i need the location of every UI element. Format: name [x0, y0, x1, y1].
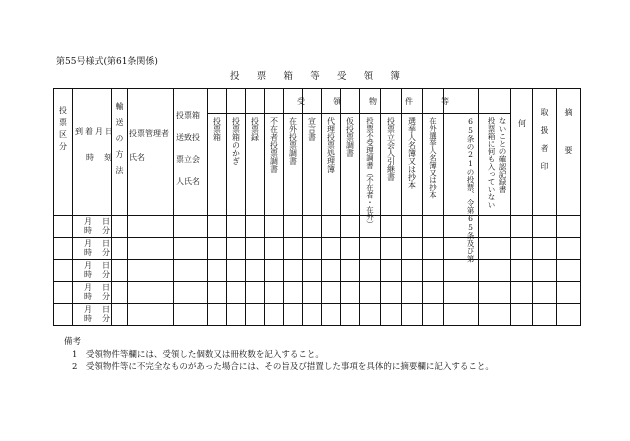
time-line: [84, 283, 110, 292]
header-remarks: [556, 88, 580, 215]
month-label: 月: [84, 217, 92, 226]
header-item: [478, 113, 510, 215]
table-rule: [53, 303, 580, 304]
title-char: 領: [363, 71, 374, 82]
header-ticket-district: [53, 88, 72, 215]
table-row-time: [72, 237, 111, 259]
header-text: 投票箱: [176, 111, 200, 120]
header-text: 仮投票調書: [345, 117, 355, 157]
hour-label: 時: [84, 314, 92, 323]
title-char: 投: [230, 71, 240, 82]
header-text: 投票箱: [212, 117, 222, 141]
header-handler-seal: [532, 88, 556, 215]
header-text: 在外投票調書: [288, 117, 298, 165]
notes: [64, 336, 494, 374]
time-line: [84, 226, 110, 235]
day-label: 日: [102, 283, 110, 292]
header-item: [380, 113, 401, 215]
time-line: [84, 248, 110, 257]
header-item: [443, 113, 478, 263]
header-transport: [111, 88, 127, 215]
time-line: [84, 305, 110, 314]
header-item: [245, 113, 264, 215]
table-row-time: [72, 303, 111, 325]
header-text: 到着月日: [75, 127, 115, 136]
header-text: ないことの確認記録書: [498, 117, 507, 193]
header-text: 選挙人名簿又は抄本: [407, 117, 417, 189]
header-text: 投票管理者: [129, 129, 169, 138]
header-text: 代理投票処理簿: [326, 117, 336, 173]
time-line: [84, 314, 110, 323]
hour-label: 時: [84, 248, 92, 257]
table-row-time: [72, 259, 111, 281]
title-char: 箱: [283, 71, 293, 82]
day-label: 日: [102, 261, 110, 270]
header-text: 在外選挙人名簿又は抄本: [428, 117, 438, 199]
header-text: 宣言書: [307, 117, 317, 141]
header-text: 摘要: [564, 108, 573, 184]
header-text: 投票立会人引継書: [386, 117, 396, 181]
header-item: [340, 113, 359, 215]
table-row-time: [72, 215, 111, 237]
header-item: [264, 113, 283, 215]
hour-label: 時: [84, 226, 92, 235]
header-extra: [510, 88, 532, 215]
header-item: [359, 113, 380, 228]
table-rule: [53, 237, 580, 238]
minute-label: 分: [102, 226, 110, 235]
header-text: 65条の21の投票、令第65条及び第: [466, 117, 475, 263]
time-line: [84, 261, 110, 270]
header-text: 取扱者印: [540, 108, 549, 180]
header-text: 氏名: [129, 153, 145, 162]
minute-label: 分: [102, 270, 110, 279]
month-label: 月: [84, 261, 92, 270]
hour-label: 時: [84, 270, 92, 279]
table-rule: [53, 281, 580, 282]
table-rule: [53, 259, 580, 260]
time-line: [84, 217, 110, 226]
header-item: [321, 113, 340, 215]
table-rule: [580, 88, 581, 326]
header-text: 輸送の方法: [115, 102, 124, 182]
day-label: 日: [102, 239, 110, 248]
header-text: 送致投: [176, 133, 200, 142]
header-text: 投票区分: [58, 106, 68, 154]
month-label: 月: [84, 283, 92, 292]
time-line: [84, 239, 110, 248]
note-item: 1 受領物件等欄には、受領した個数又は冊枚数を記入すること。: [72, 349, 324, 360]
table-rule: [53, 215, 580, 216]
title-char: 簿: [390, 71, 400, 82]
header-text: 受領物件等: [297, 97, 477, 106]
table-rule: [53, 325, 580, 326]
title-char: 受: [336, 71, 347, 82]
page-title: [230, 68, 400, 82]
title-char: 票: [256, 71, 267, 82]
minute-label: 分: [102, 248, 110, 257]
day-label: 日: [102, 305, 110, 314]
time-line: [84, 270, 110, 279]
table-row-time: [72, 281, 111, 303]
header-text: 人氏名: [176, 177, 200, 186]
header-item: [401, 113, 422, 215]
header-text: 投票不受理調書（不在者・在外）: [365, 117, 375, 228]
month-label: 月: [84, 305, 92, 314]
header-item: [302, 113, 321, 215]
header-text: 時刻: [86, 153, 122, 162]
header-deliverer: [173, 88, 207, 215]
header-text: 投票箱に何も入っていない: [487, 117, 496, 209]
title-char: 等: [310, 71, 320, 82]
note-item: 2 受領物件等に不完全なものがあった場合には、その旨及び措置した事項を具体的に摘要欄に記入すること。: [72, 362, 494, 372]
header-ballot-manager: [127, 88, 173, 215]
form-id: 第55号様式(第61条関係): [56, 57, 158, 67]
header-text: 投票箱のかぎ: [231, 117, 241, 165]
header-text: 投票録: [250, 117, 260, 141]
header-text: 票立会: [176, 155, 200, 164]
day-label: 日: [102, 217, 110, 226]
header-text: 不在者投票調書: [269, 117, 279, 173]
minute-label: 分: [102, 292, 110, 301]
month-label: 月: [84, 239, 92, 248]
header-item: [283, 113, 302, 215]
header-received-items: [207, 88, 510, 113]
time-line: [84, 292, 110, 301]
header-text: 何: [518, 119, 526, 128]
header-item: [422, 113, 443, 215]
header-item: [207, 113, 226, 215]
header-item: [226, 113, 245, 215]
minute-label: 分: [102, 314, 110, 323]
hour-label: 時: [84, 292, 92, 301]
notes-heading: 備考: [64, 337, 82, 347]
